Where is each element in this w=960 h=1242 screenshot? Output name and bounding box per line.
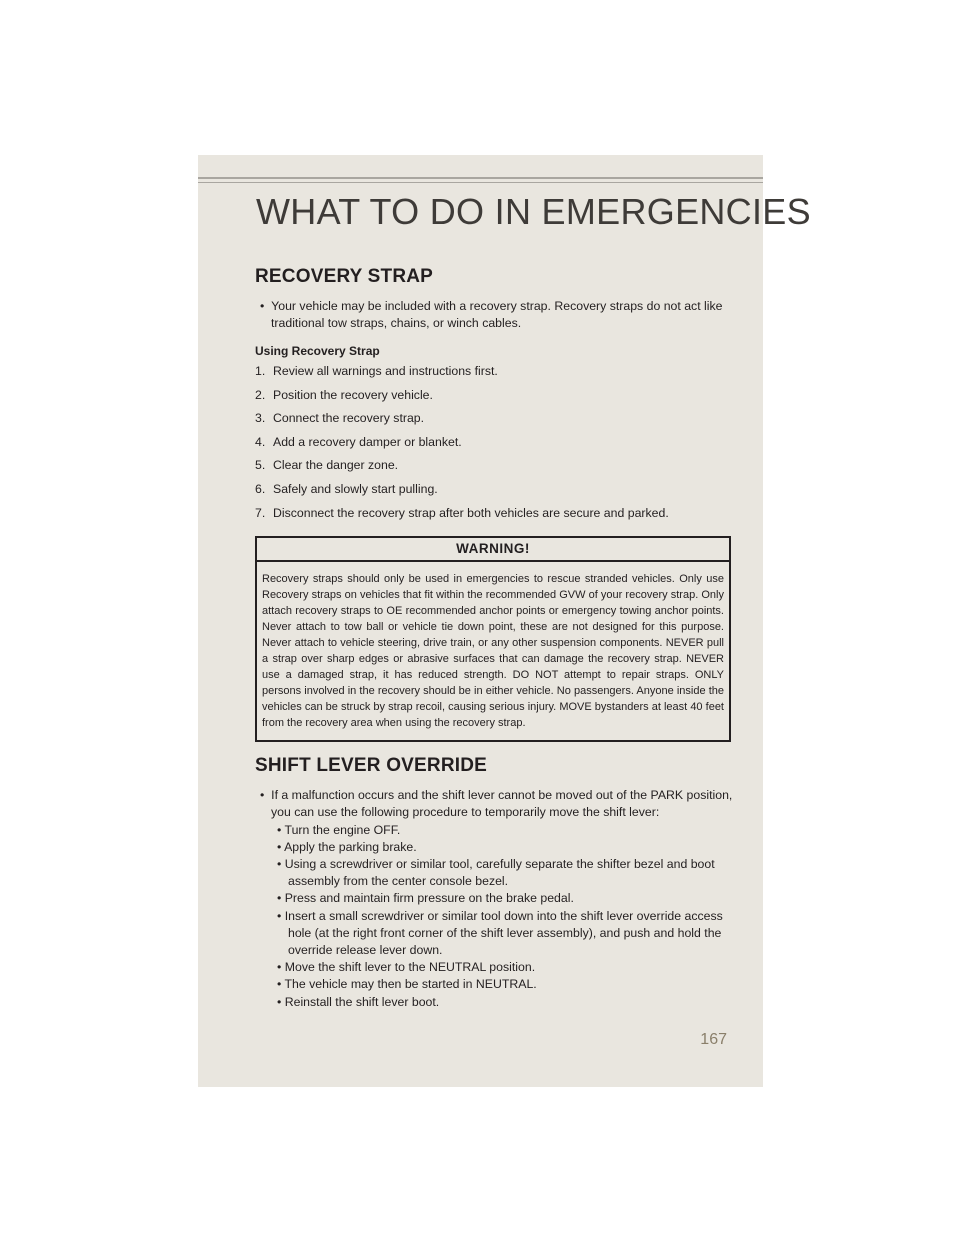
list-item — [255, 478, 735, 502]
list-item — [255, 502, 735, 526]
list-item — [277, 822, 735, 839]
list-item — [277, 856, 735, 890]
manual-page — [198, 155, 811, 1087]
bullet-glyph: • — [277, 908, 282, 923]
step-text: Add a recovery damper or blanket. — [273, 434, 462, 449]
step-number: 3. — [255, 411, 266, 426]
recovery-strap-heading: RECOVERY STRAP — [255, 266, 434, 287]
recovery-bullet — [255, 298, 735, 332]
step-text: Disconnect the recovery strap after both vehicles are secure and parked. — [273, 505, 669, 520]
using-recovery-strap-subheading: Using Recovery Strap — [255, 344, 380, 358]
shift-bullet-text: If a malfunction occurs and the shift lever cannot be moved out of the PARK position, you can use the following procedure to temporarily move the shift lever: — [271, 788, 733, 820]
shift-procedure-list — [255, 822, 735, 1011]
list-item-text: Turn the engine OFF. — [284, 822, 401, 837]
list-item — [277, 908, 735, 960]
warning-box — [255, 536, 731, 742]
bullet-glyph: • — [277, 891, 282, 906]
list-item — [255, 454, 735, 478]
step-number: 5. — [255, 458, 266, 473]
shift-lever-override-heading: SHIFT LEVER OVERRIDE — [255, 755, 488, 777]
warning-title: WARNING! — [257, 538, 729, 562]
list-item-text: Using a screwdriver or similar tool, carefully separate the shifter bezel and boot assembly from the center console bezel. — [284, 856, 715, 889]
list-item-text: Apply the parking brake. — [284, 839, 417, 854]
header-rule-bottom — [198, 182, 763, 183]
header-rule-top — [198, 177, 763, 179]
list-item-text: The vehicle may then be started in NEUTRAL. — [284, 977, 537, 992]
list-item — [277, 890, 735, 907]
step-text: Review all warnings and instructions first. — [273, 364, 498, 378]
list-item — [277, 839, 735, 856]
step-number: 2. — [255, 387, 266, 402]
bullet-glyph: • — [277, 839, 282, 854]
chapter-title: WHAT TO DO IN EMERGENCIES — [256, 191, 811, 232]
step-number: 7. — [255, 505, 266, 520]
bullet-glyph: • — [277, 994, 282, 1009]
step-number: 4. — [255, 434, 266, 449]
bullet-glyph: • — [277, 977, 282, 992]
list-item-text: Reinstall the shift lever boot. — [284, 994, 440, 1009]
list-item — [255, 384, 735, 408]
warning-body: Recovery straps should only be used in emergencies to rescue stranded vehicles. Only use Recovery straps on vehicles that fit within the recommended GVW of your recovery strap. Only attach recovery straps to OE recommended anchor points or emergency towing anchor points. Never attach to tow ball or vehicle tie down point, these are not designed for this purpose. Never attach to vehicle steering, drive train, or any other suspension components. NEVER pull a strap over sharp edges or abrasive surfaces that can damage the recovery strap. NEVER use a damaged strap, it has reduced strength. DO NOT attempt to repair straps. ONLY persons involved in the recovery should be in either vehicle. No passengers. Anyone inside the vehicles can be struck by strap recoil, causing serious injury. MOVE bystanders at least 40 feet from the recovery area when using the recovery strap. — [262, 573, 724, 730]
list-item — [255, 431, 735, 455]
list-item — [277, 976, 735, 993]
step-number: 1. — [255, 364, 266, 378]
list-item — [255, 407, 735, 431]
step-text: Safely and slowly start pulling. — [273, 481, 438, 496]
step-text: Position the recovery vehicle. — [273, 387, 433, 402]
list-item — [255, 360, 735, 384]
page-number: 167 — [700, 1031, 727, 1048]
step-text: Clear the danger zone. — [273, 458, 399, 473]
step-number: 6. — [255, 481, 266, 496]
bullet-glyph: • — [277, 856, 282, 871]
step-text: Connect the recovery strap. — [273, 411, 425, 426]
shift-bullet — [255, 787, 735, 821]
list-item — [277, 994, 735, 1011]
bullet-glyph: • — [260, 788, 265, 803]
recovery-bullet-text: Your vehicle may be included with a recovery strap. Recovery straps do not act like traditional tow straps, chains, or winch cables. — [271, 299, 723, 330]
list-item-text: Insert a small screwdriver or similar tool down into the shift lever override access hole (at the right front corner of the shift lever assembly), and push and hold the override release lever down. — [284, 908, 723, 957]
list-item — [277, 959, 735, 976]
list-item-text: Press and maintain firm pressure on the brake pedal. — [284, 891, 574, 906]
bullet-glyph: • — [277, 960, 282, 975]
bullet-glyph: • — [277, 822, 282, 837]
recovery-steps-list — [255, 360, 735, 525]
page-content — [255, 266, 735, 1011]
bullet-glyph: • — [260, 299, 265, 313]
list-item-text: Move the shift lever to the NEUTRAL position. — [284, 960, 536, 975]
